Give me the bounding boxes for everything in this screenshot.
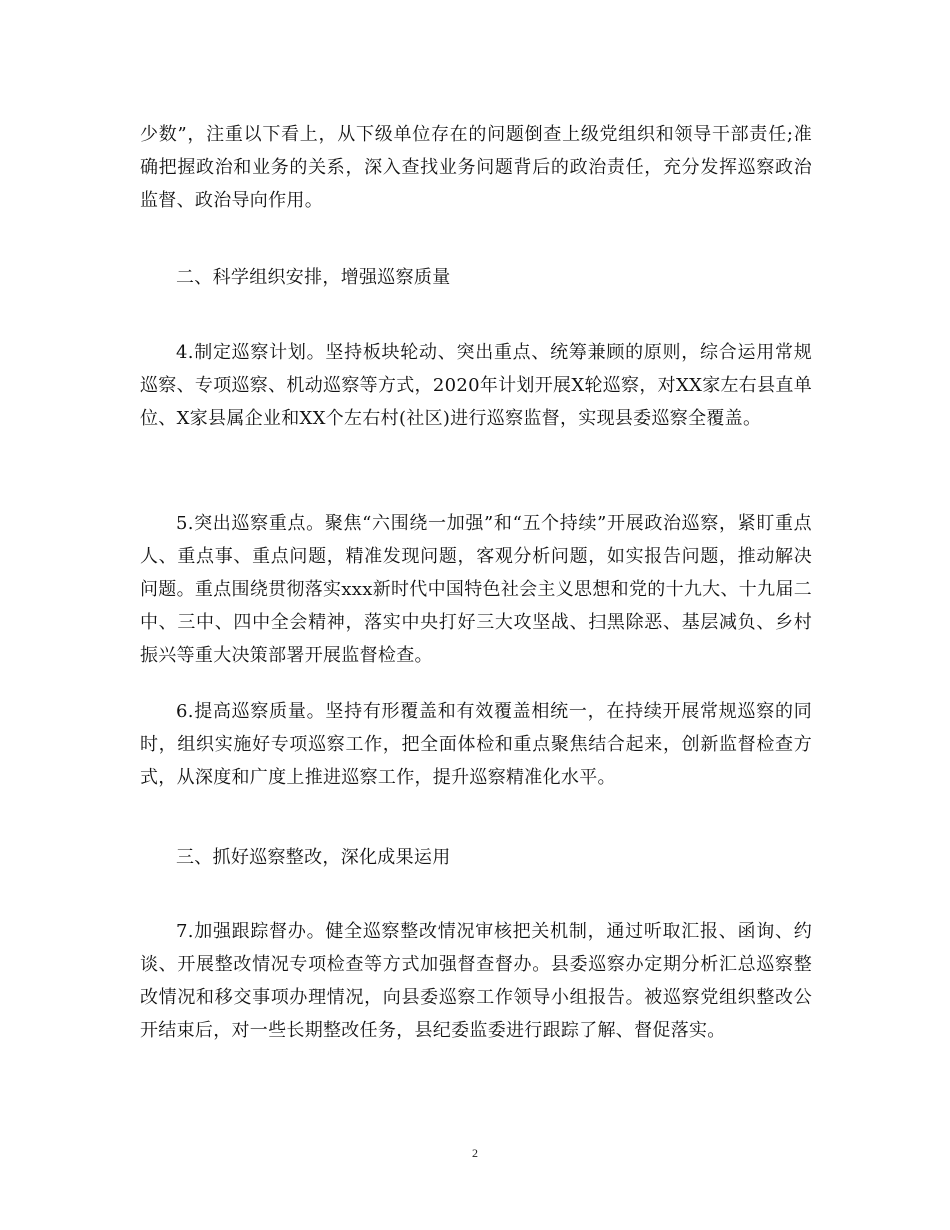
paragraph-item-7: 7.加强跟踪督办。健全巡察整改情况审核把关机制，通过听取汇报、函询、约谈、开展整改情况专项检查等方式加强督查督办。县委巡察办定期分析汇总巡察整改情况和移交事项办理情况，向县委巡察工作领导小组报告。被巡察党组织整改公开结束后，对一些长期整改任务，县纪委监委进行跟踪了解、督促落实。 (140, 921, 812, 1041)
paragraph-item-5: 5.突出巡察重点。聚焦“六围绕一加强”和“五个持续”开展政治巡察，紧盯重点人、重点事、重点问题，精准发现问题，客观分析问题，如实报告问题，推动解决问题。重点围绕贯彻落实xxx新时代中国特色社会主义思想和党的十九大、十九届二中、三中、四中全会精神，落实中央打好三大攻坚战、扫黑除恶、基层减负、乡村振兴等重大决策部署开展监督检查。 (140, 513, 812, 666)
paragraph-continuation: 少数”，注重以下看上，从下级单位存在的问题倒查上级党组织和领导干部责任;准确把握政治和业务的关系，深入查找业务问题背后的政治责任，充分发挥巡察政治监督、政治导向作用。 (140, 124, 812, 211)
section-heading-3: 三、抓好巡察整改，深化成果运用 (176, 847, 451, 868)
paragraph-item-4: 4.制定巡察计划。坚持板块轮动、突出重点、统筹兼顾的原则，综合运用常规巡察、专项巡察、机动巡察等方式，2020年计划开展X轮巡察，对XX家左右县直单位、X家县属企业和XX个左右村(社区)进行巡察监督，实现县委巡察全覆盖。 (140, 342, 812, 429)
section-heading-2: 二、科学组织安排，增强巡察质量 (176, 267, 451, 288)
page-number: 2 (472, 1146, 478, 1160)
paragraph-item-6: 6.提高巡察质量。坚持有形覆盖和有效覆盖相统一，在持续开展常规巡察的同时，组织实施好专项巡察工作，把全面体检和重点聚焦结合起来，创新监督检查方式，从深度和广度上推进巡察工作，提升巡察精准化水平。 (140, 701, 812, 788)
